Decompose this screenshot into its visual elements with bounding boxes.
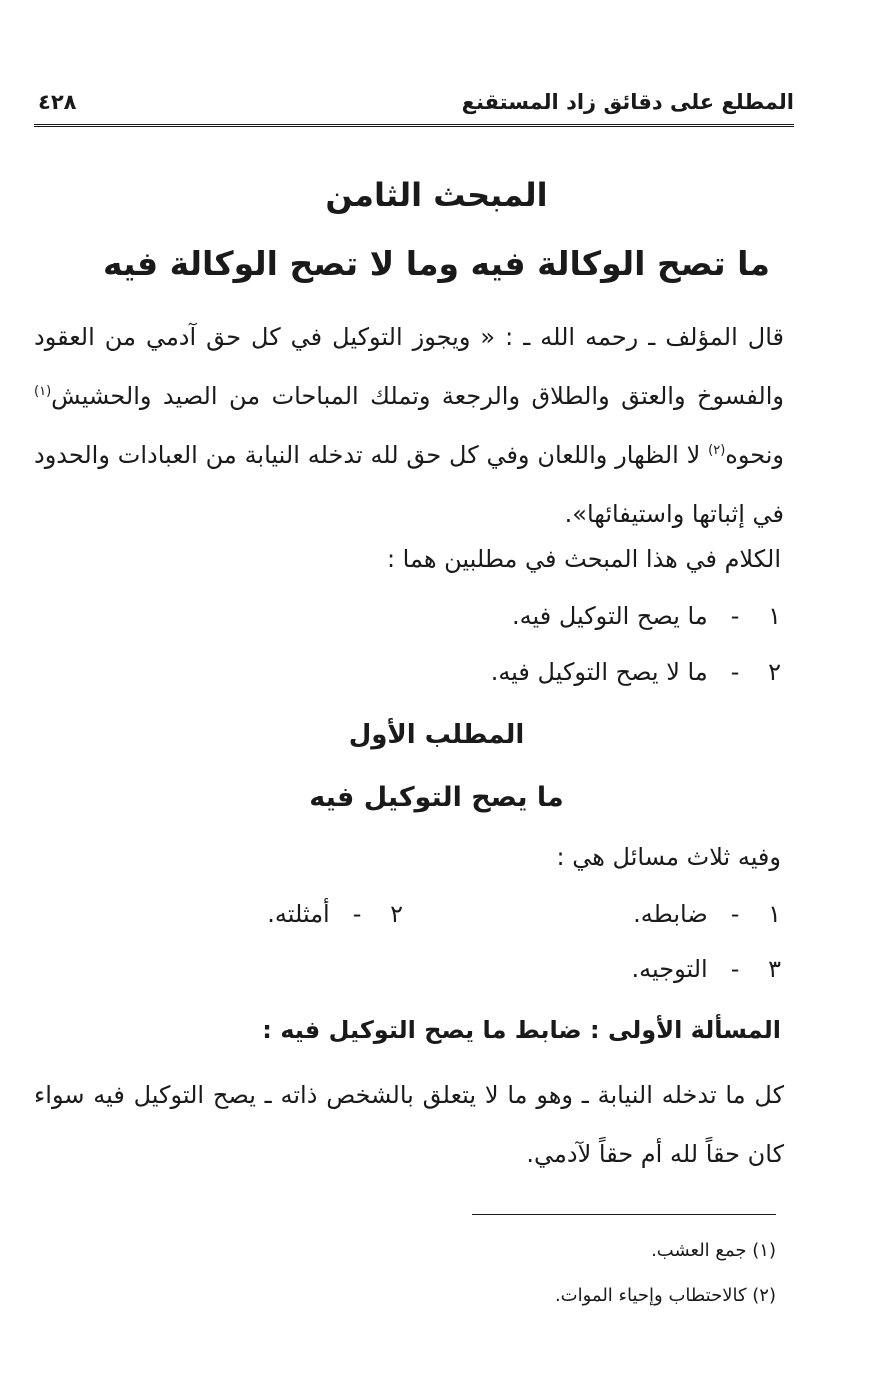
list-item-text: ما يصح التوكيل فيه.	[512, 602, 708, 630]
list-item-dash: -	[730, 900, 740, 928]
footnote-text: كالاحتطاب وإحياء الموات.	[554, 1285, 747, 1306]
list-item-text: أمثلته.	[267, 900, 330, 928]
list-item	[633, 900, 781, 928]
subsection-subtitle: ما يصح التوكيل فيه	[309, 782, 564, 813]
list-item-number: ١	[768, 602, 781, 630]
section-title: المبحث الثامن	[325, 176, 548, 214]
quote-text-3: لا الظهار واللعان وفي كل حق لله تدخله النيابة من العبادات والحدود في إثباتها واستيفائها».	[34, 441, 784, 528]
list-item-number: ٣	[768, 955, 781, 983]
subsection-title: المطلب الأول	[348, 720, 525, 750]
list-item-dash: -	[352, 900, 362, 928]
list-item-dash: -	[730, 658, 740, 686]
issue-text: كل ما تدخله النيابة ـ وهو ما لا يتعلق بالشخص ذاته ـ يصح التوكيل فيه سواء كان حقاً لله أم حقاً لآدمي.	[34, 1081, 784, 1168]
list-item-text: التوجيه.	[631, 955, 708, 983]
running-title: المطلع على دقائق زاد المستقنع	[461, 90, 794, 114]
footnote	[651, 1240, 776, 1261]
list-item-dash: -	[730, 955, 740, 983]
author-quote	[34, 308, 784, 544]
footnote-rule	[472, 1214, 776, 1215]
list-item-number: ٢	[390, 900, 403, 928]
running-header	[34, 88, 794, 124]
subsection-intro: وفيه ثلاث مسائل هي :	[556, 843, 781, 871]
quote-text-1: قال المؤلف ـ رحمه الله ـ : « ويجوز التوكيل في كل حق آدمي من العقود والفسوخ والعتق والطلاق والرجعة وتملك المباحات من الصيد والحشيش	[34, 323, 784, 410]
page-number: ٤٢٨	[38, 90, 77, 114]
header-rule	[34, 124, 794, 130]
footnote-ref-1: (١)	[34, 384, 52, 399]
list-item	[632, 955, 781, 983]
discussion-intro: الكلام في هذا المبحث في مطلبين هما :	[386, 545, 781, 573]
list-item-dash: -	[730, 602, 740, 630]
section-subtitle: ما تصح الوكالة فيه وما لا تصح الوكالة فيه	[103, 244, 770, 283]
footnote-number: (١)	[752, 1240, 776, 1261]
footnote-text: جمع العشب.	[651, 1240, 747, 1261]
quote-text-2: ونحوه	[725, 441, 784, 469]
footnote-number: (٢)	[752, 1285, 776, 1306]
list-item	[491, 658, 781, 686]
issue-heading: المسألة الأولى : ضابط ما يصح التوكيل فيه :	[262, 1016, 781, 1044]
list-item-text: ما لا يصح التوكيل فيه.	[490, 658, 708, 686]
list-item	[267, 900, 403, 928]
footnote	[555, 1285, 776, 1306]
list-item-number: ١	[768, 900, 781, 928]
list-item	[512, 602, 781, 630]
footnote-ref-2: (٢)	[708, 443, 726, 458]
list-item-text: ضابطه.	[633, 900, 708, 928]
list-item-number: ٢	[768, 658, 781, 686]
